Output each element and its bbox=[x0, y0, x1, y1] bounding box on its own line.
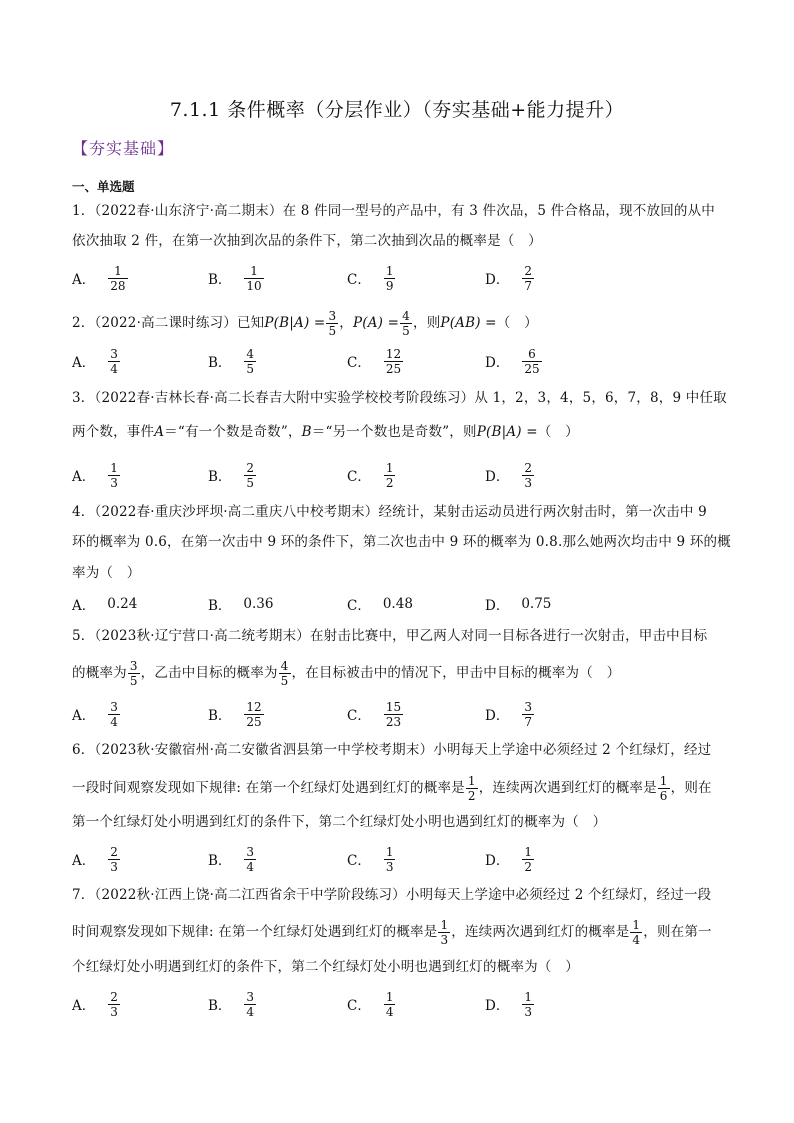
fraction: $\frac{1}{4}$ bbox=[385, 989, 394, 1019]
fraction: $\frac{3}{7}$ bbox=[524, 699, 532, 729]
fraction: $\frac{2}{3}$ bbox=[110, 844, 118, 874]
q7-line1: 7．（2022秋·江西上饶·高二江西省余干中学阶段练习）小明每天上学途中必须经过 2 个红绿灯，经过一段 bbox=[72, 887, 712, 903]
q1-line2: 依次抽取 2 件，在第一次抽到次品的条件下，第二次抽到次品的概率是（ ） bbox=[72, 233, 542, 249]
q7-options bbox=[72, 984, 732, 1024]
q5-option-c[interactable]: C． $\frac{15}{23}$ bbox=[347, 699, 402, 729]
q6-options bbox=[72, 839, 732, 879]
q6-line2: 一段时间观察发现如下规律: 在第一个红绿灯处遇到红灯的概率是 $\frac{1}{2}$ ，连续两次遇到红灯的概率是 $\frac{1}{6}$ ，则在 bbox=[72, 773, 712, 803]
q6-option-b[interactable]: B． $\frac{3}{4}$ bbox=[208, 844, 255, 874]
q2-option-a[interactable]: A． $\frac{3}{4}$ bbox=[72, 346, 118, 376]
fraction: $\frac{15}{23}$ bbox=[385, 699, 402, 729]
math-expr: P(B|A) = bbox=[264, 315, 326, 331]
q7-line2: 时间观察发现如下规律: 在第一个红绿灯处遇到红灯的概率是 $\frac{1}{3}$ ，连续两次遇到红灯的概率是 $\frac{1}{4}$ ，则在第一 bbox=[72, 917, 712, 947]
fraction: $\frac{1}{3}$ bbox=[440, 917, 449, 947]
fraction: $\frac{1}{3}$ bbox=[524, 989, 532, 1019]
fraction: $\frac{1}{3}$ bbox=[385, 844, 394, 874]
q5-option-d[interactable]: D． $\frac{3}{7}$ bbox=[485, 699, 532, 729]
q6-option-a[interactable]: A． $\frac{2}{3}$ bbox=[72, 844, 118, 874]
q4-line2: 环的概率为 0.6，在第一次击中 9 环的条件下，第二次也击中 9 环的概率为 0.8.那么她两次均击中 9 环的概 bbox=[72, 534, 731, 550]
q2-options bbox=[72, 341, 732, 381]
q1-option-c[interactable]: C． $\frac{1}{9}$ bbox=[347, 263, 394, 293]
fraction: $\frac{3}{4}$ bbox=[110, 346, 118, 376]
math-expr: P(B|A) = bbox=[476, 424, 538, 440]
fraction: $\frac{4}{5}$ bbox=[402, 308, 410, 338]
fraction: $\frac{12}{25}$ bbox=[385, 346, 402, 376]
fraction: $\frac{3}{5}$ bbox=[328, 308, 337, 338]
fraction: $\frac{4}{5}$ bbox=[246, 346, 255, 376]
q3-option-d[interactable]: D． $\frac{2}{3}$ bbox=[485, 460, 532, 490]
fraction: $\frac{3}{4}$ bbox=[246, 989, 255, 1019]
fraction: $\frac{1}{2}$ bbox=[524, 844, 532, 874]
fraction: $\frac{1}{28}$ bbox=[110, 263, 126, 293]
fraction: $\frac{1}{9}$ bbox=[385, 263, 394, 293]
q3-options bbox=[72, 455, 732, 495]
q6-line3: 第一个红绿灯处小明遇到红灯的条件下，第二个红绿灯处小明也遇到红灯的概率为（ ） bbox=[72, 814, 607, 830]
math-expr: P(AB) = bbox=[440, 315, 497, 331]
fraction: $\frac{1}{10}$ bbox=[246, 263, 262, 293]
q7-option-a[interactable]: A． $\frac{2}{3}$ bbox=[72, 989, 118, 1019]
q3-option-b[interactable]: B． $\frac{2}{5}$ bbox=[208, 460, 255, 490]
q3-option-a[interactable]: A． $\frac{1}{3}$ bbox=[72, 460, 118, 490]
q7-option-c[interactable]: C． $\frac{1}{4}$ bbox=[347, 989, 394, 1019]
section-heading: 【夯实基础】 bbox=[72, 139, 175, 158]
fraction: $\frac{2}{7}$ bbox=[524, 263, 532, 293]
q4-line3: 率为（ ） bbox=[72, 565, 141, 581]
fraction: $\frac{2}{5}$ bbox=[246, 460, 255, 490]
q5-option-a[interactable]: A． $\frac{3}{4}$ bbox=[72, 699, 118, 729]
q4-option-d[interactable]: D． 0.75 bbox=[485, 596, 552, 614]
math-expr: P(A) = bbox=[352, 315, 400, 331]
fraction: $\frac{1}{6}$ bbox=[659, 773, 668, 803]
q2-option-d[interactable]: D． $\frac{6}{25}$ bbox=[485, 346, 540, 376]
q1-option-d[interactable]: D． $\frac{2}{7}$ bbox=[485, 263, 532, 293]
q3-option-c[interactable]: C． $\frac{1}{2}$ bbox=[347, 460, 394, 490]
q7-option-d[interactable]: D． $\frac{1}{3}$ bbox=[485, 989, 532, 1019]
fraction: $\frac{4}{5}$ bbox=[280, 658, 289, 688]
q3-line1: 3．（2022春·吉林长春·高二长春吉大附中实验学校校考阶段练习）从 1，2，3，4，5，6，7，8，9 中任取 bbox=[72, 390, 727, 406]
fraction: $\frac{2}{3}$ bbox=[110, 989, 118, 1019]
q2-stem: 2．（2022·高二课时练习）已知 P(B|A) = $\frac{3}{5}$ ， P(A) = $\frac{4}{5}$ ，则 P(AB) = （ ） bbox=[72, 308, 538, 338]
q2-option-b[interactable]: B． $\frac{4}{5}$ bbox=[208, 346, 255, 376]
q5-line2: 的概率为 $\frac{3}{5}$ ，乙击中目标的概率为 $\frac{4}{5}$ ，在目标被击中的情况下，甲击中目标的概率为（ ） bbox=[72, 658, 621, 688]
fraction: $\frac{12}{25}$ bbox=[246, 699, 262, 729]
fraction: $\frac{3}{4}$ bbox=[110, 699, 118, 729]
q4-line1: 4．（2022春·重庆沙坪坝·高二重庆八中校考期末）经统计，某射击运动员进行两次射击时，第一次击中 9 bbox=[72, 504, 707, 520]
q5-line1: 5．（2023秋·辽宁营口·高二统考期末）在射击比赛中，甲乙两人对同一目标各进行一次射击，甲击中目标 bbox=[72, 628, 708, 644]
q7-option-b[interactable]: B． $\frac{3}{4}$ bbox=[208, 989, 255, 1019]
q1-line1: 1．（2022春·山东济宁·高二期末）在 8 件同一型号的产品中，有 3 件次品，5 件合格品，现不放回的从中 bbox=[72, 203, 716, 219]
subsection-heading: 一、单选题 bbox=[72, 179, 135, 194]
q4-option-a[interactable]: A． 0.24 bbox=[72, 596, 138, 614]
fraction: $\frac{1}{2}$ bbox=[385, 460, 394, 490]
q1-option-a[interactable]: A． $\frac{1}{28}$ bbox=[72, 263, 126, 293]
fraction: $\frac{3}{4}$ bbox=[246, 844, 255, 874]
q2-option-c[interactable]: C． $\frac{12}{25}$ bbox=[347, 346, 402, 376]
q5-option-b[interactable]: B． $\frac{12}{25}$ bbox=[208, 699, 262, 729]
q1-option-b[interactable]: B． $\frac{1}{10}$ bbox=[208, 263, 262, 293]
q6-line1: 6．（2023秋·安徽宿州·高二安徽省泗县第一中学校考期末）小明每天上学途中必须经过 2 个红绿灯，经过 bbox=[72, 742, 712, 758]
q6-option-c[interactable]: C． $\frac{1}{3}$ bbox=[347, 844, 394, 874]
q4-options bbox=[72, 586, 732, 622]
q5-options bbox=[72, 694, 732, 734]
q6-option-d[interactable]: D． $\frac{1}{2}$ bbox=[485, 844, 532, 874]
q1-options bbox=[72, 258, 732, 298]
page-title: 7.1.1 条件概率（分层作业）（夯实基础+能力提升） bbox=[169, 99, 625, 121]
fraction: $\frac{2}{3}$ bbox=[524, 460, 532, 490]
q7-line3: 个红绿灯处小明遇到红灯的条件下，第二个红绿灯处小明也遇到红灯的概率为（ ） bbox=[72, 959, 579, 975]
q3-line2: 两个数，事件A＝“有一个数是奇数”，B＝“另一个数也是奇数”，则P(B|A) =（ ） bbox=[72, 424, 579, 440]
fraction: $\frac{1}{2}$ bbox=[467, 773, 476, 803]
fraction: $\frac{1}{3}$ bbox=[110, 460, 118, 490]
fraction: $\frac{3}{5}$ bbox=[129, 658, 138, 688]
q4-option-c[interactable]: C． 0.48 bbox=[347, 596, 413, 614]
q4-option-b[interactable]: B． 0.36 bbox=[208, 596, 274, 614]
fraction: $\frac{6}{25}$ bbox=[524, 346, 540, 376]
fraction: $\frac{1}{4}$ bbox=[632, 917, 641, 947]
